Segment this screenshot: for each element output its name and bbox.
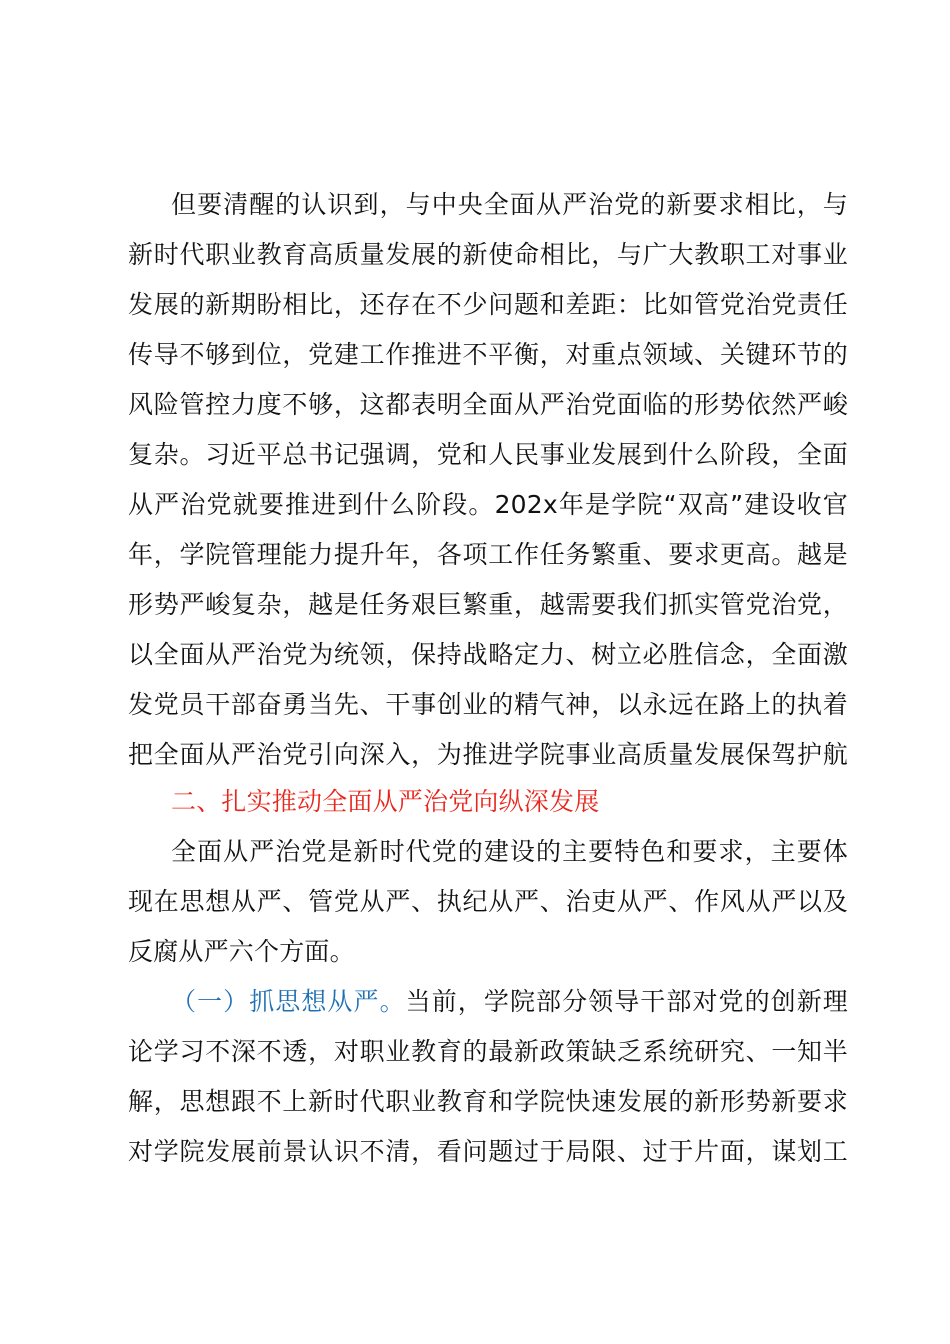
paragraph-line: 解，思想跟不上新时代职业教育和学院快速发展的新形势新要求 [128, 1087, 848, 1116]
paragraph-line: 年，学院管理能力提升年，各项工作任务繁重、要求更高。越是 [128, 540, 848, 569]
paragraph-first-line [171, 977, 848, 1027]
paragraph-line-text: 当前，学院部分领导干部对党的创新理 [405, 987, 848, 1016]
paragraph-line: 从严治党就要推进到什么阶段。202x年是学院“双高”建设收官 [128, 490, 848, 519]
paragraph-line: 形势严峻复杂，越是任务艰巨繁重，越需要我们抓实管党治党， [128, 590, 848, 619]
paragraph-line: 全面从严治党是新时代党的建设的主要特色和要求，主要体 [171, 837, 848, 866]
paragraph-line: 发党员干部奋勇当先、干事创业的精气神，以永远在路上的执着 [128, 690, 848, 719]
paragraph-line: 对学院发展前景认识不清，看问题过于局限、过于片面，谋划工 [128, 1137, 848, 1166]
paragraph-line: 新时代职业教育高质量发展的新使命相比，与广大教职工对事业 [128, 240, 848, 269]
paragraph-line: 风险管控力度不够，这都表明全面从严治党面临的形势依然严峻 [128, 390, 848, 419]
paragraph-line: 以全面从严治党为统领，保持战略定力、树立必胜信念，全面激 [128, 640, 848, 669]
subheading: （一）抓思想从严。 [171, 987, 406, 1016]
paragraph-line: 现在思想从严、管党从严、执纪从严、治吏从严、作风从严以及 [128, 887, 848, 916]
paragraph-line: 论学习不深不透，对职业教育的最新政策缺乏系统研究、一知半 [128, 1037, 848, 1066]
paragraph-line: 但要清醒的认识到，与中央全面从严治党的新要求相比，与 [171, 190, 848, 219]
paragraph-line: 传导不够到位，党建工作推进不平衡，对重点领域、关键环节的 [128, 340, 848, 369]
paragraph-line: 反腐从严六个方面。 [128, 937, 355, 966]
paragraph-line: 发展的新期盼相比，还存在不少问题和差距：比如管党治党责任 [128, 290, 848, 319]
paragraph-line: 复杂。习近平总书记强调，党和人民事业发展到什么阶段，全面 [128, 440, 848, 469]
paragraph-line: 把全面从严治党引向深入，为推进学院事业高质量发展保驾护航 [128, 740, 848, 769]
section-heading: 二、扎实推动全面从严治党向纵深发展 [171, 787, 600, 816]
